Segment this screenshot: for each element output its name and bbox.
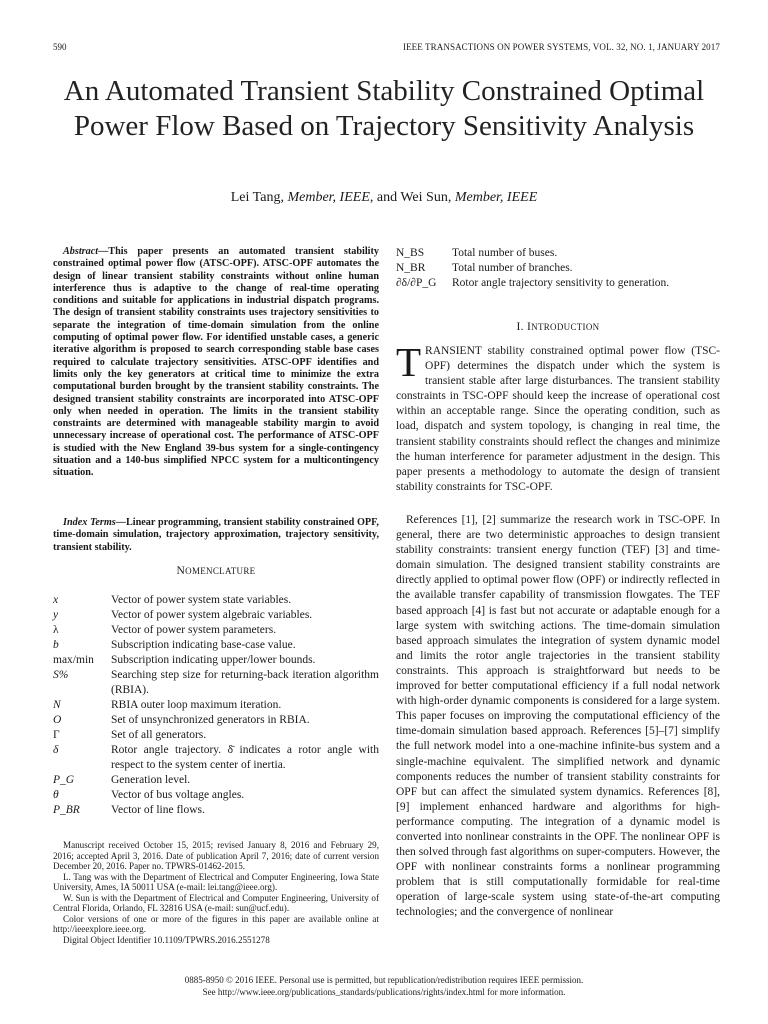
nomenclature-symbol: ∂δ/∂P_G — [396, 277, 437, 289]
nomenclature-definition: Generation level. — [111, 774, 191, 786]
copyright-notice — [40, 975, 728, 998]
footnote-received: Manuscript received October 15, 2015; revised January 8, 2016 and February 29, 2016; accepted April 3, 2016. Date of publication April 7, 2016; date of current version December 20, 2016. Paper no. TPWRS-01462-2015. — [53, 840, 379, 871]
nomenclature-entry — [53, 698, 379, 713]
nomenclature-continued — [396, 246, 720, 291]
nomenclature-symbol: N_BR — [396, 262, 426, 274]
paper-title: An Automated Transient Stability Constrained Optimal Power Flow Based on Trajectory Sensitivity Analysis — [63, 75, 705, 142]
nomenclature-symbol: max/min — [53, 654, 94, 666]
intro-paragraph-1 — [396, 339, 720, 495]
nomenclature-symbol: b — [53, 639, 59, 651]
index-terms-label: Index Terms — [63, 517, 116, 528]
nomenclature-symbol: S% — [53, 669, 69, 681]
nomenclature-entry — [53, 653, 379, 668]
nomenclature-entry — [53, 713, 379, 728]
nomenclature-symbol: N — [53, 699, 61, 711]
footnote-author-1: L. Tang was with the Department of Electrical and Computer Engineering, Iowa State University, Ames, IA 50011 USA (e-mail: lei.tang@ieee.org). — [53, 871, 379, 892]
nomenclature-entry — [53, 593, 379, 608]
nomenclature-symbol: δ — [53, 744, 59, 756]
nomenclature-symbol: P_G — [53, 774, 75, 786]
index-terms — [53, 517, 379, 554]
copyright-line-2: See http://www.ieee.org/publications_standards/publications/rights/index.html for more information. — [202, 986, 566, 997]
author-1-role: Member, IEEE — [287, 190, 370, 205]
nomenclature-definition: Rotor angle trajectory. δ̄ indicates a rotor angle with respect to the system center of inertia. — [111, 744, 379, 771]
nomenclature-entry — [53, 608, 379, 623]
nomenclature-entry — [53, 638, 379, 653]
abstract-text: —This paper presents an automated transient stability constrained optimal power flow (ATSC-OPF). ATSC-OPF automates the design of linear transient stability constraints without online human interference thus is adaptive to the change of real-time operating conditions and suitable for applications in industrial dispatch programs. The design of transient stability constraints uses trajectory sensitivities to separate the integration of time-domain simulation from the online computing of optimal power flow. For identified unstable cases, a generic iterative algorithm is proposed to search corresponding stable base cases required to calculate trajectory sensitivities. ATSC-OPF identifies and limits only the key generators at critical time to minimize the extra computational burden brought by the transient stability constraints. The designed transient stability constraints are incorporated into ATSC-OPF only when needed in operation. The limits in the transient stability constraints are determined with manageable stability margin to avoid unnecessary increase of operational cost. The performance of ATSC-OPF is studied with the New England 39-bus system for a single-contingency situation and a 140-bus simplified NPCC system for a multicontingency situation. — [53, 246, 379, 479]
footnotes — [53, 840, 379, 945]
intro-paragraph-2: References [1], [2] summarize the research work in TSC-OPF. In general, there are two deterministic approaches to design transient stability constraints: transient energy function (TEF) [3] and time-domain simulation. The designed transient stability constraints are directly applied to optimal power flow (OPF) or indirectly reflected in the available transfer capability of transmission flowgates. The TEF based approach [4] is fast but not accurate or adaptable enough for a large system with switching actions. The time-domain simulation based approach simulates the integration of system dynamic model and limits the rotor angle trajectories in the transient stability constraints. This approach is straightforward but needs to be improved for better computational efficiency if a full nodal network with high-order dynamic components is considered for a large system. This paper focuses on improving the computational efficiency of the time-domain simulation based approach. References [5]–[7] simplify the full network model into a one-machine infinite-bus system and a single-machine equivalent. The simplified network and dynamic components reduces the number of transient stability constraints for OPF but can affect the simulated system dynamics. References [8], [9] implement enhanced hardware and algorithms for high-performance computing. The integration of a dynamic model is converted into nonlinear constraints in the OPF. The nonlinear OPF is then solved through fast algorithms on super-computers. However, the OPF with nonlinear constraints forms a nonlinear programming problem that is still computationally formidable for real-time operation of large-scale system using state-of-the-art computing technologies; and the convergence of nonlinear — [396, 514, 720, 919]
nomenclature-entry — [396, 276, 720, 291]
abstract-label: Abstract — [63, 246, 99, 257]
author-1-name: Lei Tang — [230, 190, 281, 205]
introduction-heading: I. INTRODUCTION — [516, 321, 600, 333]
nomenclature-definition: Subscription indicating base-case value. — [111, 639, 296, 651]
nomenclature-definition: Vector of power system parameters. — [111, 624, 277, 636]
nomenclature-definition: Vector of power system state variables. — [111, 594, 292, 606]
author-line: Lei Tang, Member, IEEE, and Wei Sun, Member, IEEE — [230, 190, 538, 205]
nomenclature-entry — [53, 728, 379, 743]
nomenclature-entry — [53, 788, 379, 803]
nomenclature-entry — [53, 773, 379, 788]
copyright-line-1: 0885-8950 © 2016 IEEE. Personal use is permitted, but republication/redistribution requires IEEE permission. — [184, 975, 584, 985]
nomenclature-entry — [53, 623, 379, 638]
nomenclature-symbol: O — [53, 714, 62, 726]
nomenclature-symbol: x — [53, 594, 59, 606]
author-2-name: Wei Sun — [400, 190, 448, 205]
author-2-role: Member, IEEE — [454, 190, 538, 205]
page-number: 590 — [53, 42, 67, 52]
nomenclature-heading: NOMENCLATURE — [176, 565, 256, 577]
footnote-color: Color versions of one or more of the figures in this paper are available online at http://ieeexplore.ieee.org. — [53, 913, 379, 934]
nomenclature-definition: Searching step size for returning-back iteration algorithm (RBIA). — [111, 669, 379, 696]
nomenclature-definition: RBIA outer loop maximum iteration. — [111, 699, 282, 711]
nomenclature-entry — [396, 261, 720, 276]
index-terms-text: —Linear programming, transient stability constrained OPF, time-domain simulation, trajectory approximation, trajectory sensitivity, transient stability. — [53, 517, 379, 553]
nomenclature-table — [53, 593, 379, 818]
nomenclature-definition: Vector of line flows. — [111, 804, 205, 816]
nomenclature-definition: Subscription indicating upper/lower bounds. — [111, 654, 316, 666]
nomenclature-symbol: P_BR — [53, 804, 80, 816]
journal-header: IEEE TRANSACTIONS ON POWER SYSTEMS, VOL. 32, NO. 1, JANUARY 2017 — [402, 42, 720, 52]
nomenclature-definition: Set of all generators. — [111, 729, 207, 741]
nomenclature-definition: Total number of branches. — [452, 262, 573, 274]
nomenclature-definition: Vector of power system algebraic variables. — [111, 609, 313, 621]
footnote-author-2: W. Sun is with the Department of Electrical and Computer Engineering, University of Central Florida, Orlando, FL 32816 USA (e-mail: sun@ucf.edu). — [53, 892, 379, 913]
nomenclature-symbol: Γ — [53, 729, 60, 741]
nomenclature-entry — [396, 246, 720, 261]
abstract — [53, 246, 379, 480]
nomenclature-symbol: λ — [53, 624, 59, 636]
nomenclature-symbol: y — [53, 609, 59, 621]
nomenclature-definition: Rotor angle trajectory sensitivity to generation. — [452, 277, 670, 289]
author-joiner: , and — [369, 190, 401, 205]
footnote-doi: Digital Object Identifier 10.1109/TPWRS.2016.2551278 — [63, 934, 270, 945]
nomenclature-entry — [53, 668, 379, 698]
drop-cap: T — [396, 339, 422, 385]
nomenclature-symbol: N_BS — [396, 247, 425, 259]
nomenclature-definition: Vector of bus voltage angles. — [111, 789, 245, 801]
nomenclature-entry — [53, 743, 379, 773]
nomenclature-definition: Set of unsynchronized generators in RBIA. — [111, 714, 310, 726]
nomenclature-entry — [53, 803, 379, 818]
intro-paragraph-1-text: RANSIENT stability constrained optimal power flow (TSC-OPF) determines the dispatch under which the system is transient stable after large disturbances. The transient stability constraints in TSC-OPF should keep the increase of operational cost within an acceptable range. Since the operating condition, such as load, dispatch and system topology, is changing in real time, the transient stability constraints should reflect the changes and minimize the human interference for parameter adjustment in the design. This paper presents a methodology to automate the design of transient stability constraints for TSC-OPF. — [396, 345, 720, 493]
nomenclature-definition: Total number of buses. — [452, 247, 558, 259]
nomenclature-symbol: θ — [53, 789, 59, 801]
